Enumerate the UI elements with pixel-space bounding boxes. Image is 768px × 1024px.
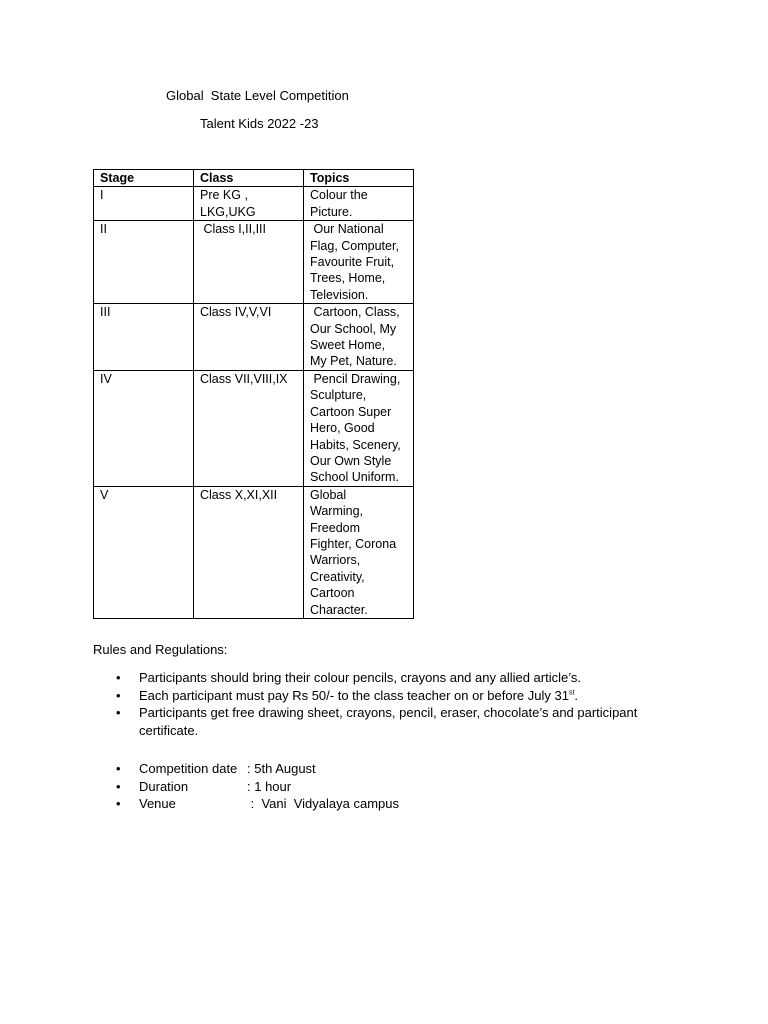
list-item [116, 778, 676, 796]
rule-text-end: . [574, 687, 579, 703]
stage-cell: I [94, 187, 194, 221]
list-item [116, 687, 676, 705]
class-cell: Class VII,VIII,IX [194, 370, 304, 486]
bullet-icon: • [116, 778, 121, 794]
topics-cell: Our National Flag, Computer, Favourite Fruit, Trees, Home, Television. [304, 221, 414, 304]
list-item [116, 795, 676, 813]
stage-cell: IV [94, 370, 194, 486]
rules-heading: Rules and Regulations: [93, 642, 228, 657]
table-row [94, 370, 414, 486]
venue-label: Venue [139, 796, 176, 811]
competition-date-value: : 5th August [247, 761, 316, 776]
topics-cell: Colour the Picture. [304, 187, 414, 221]
bullet-icon: • [116, 687, 121, 703]
header-class: Class [194, 170, 304, 187]
class-cell: Class X,XI,XII [194, 486, 304, 618]
class-cell: Pre KG , LKG,UKG [194, 187, 304, 221]
topics-cell: Cartoon, Class, Our School, My Sweet Home, My Pet, Nature. [304, 304, 414, 371]
duration-label: Duration [139, 778, 189, 794]
rule-text: Participants should bring their colour pencils, crayons and any allied article’s. [139, 670, 581, 685]
list-item [116, 704, 676, 739]
list-item [116, 669, 676, 687]
competition-subtitle: Talent Kids 2022 -23 [200, 116, 319, 131]
list-item [116, 760, 676, 778]
rule-text: Each participant must pay Rs 50/- to the class teacher on or before July 31 [139, 687, 569, 703]
table-row [94, 187, 414, 221]
header-topics: Topics [304, 170, 414, 187]
stage-cell: V [94, 486, 194, 618]
table-row [94, 304, 414, 371]
duration-value: : 1 hour [247, 778, 292, 794]
table-row [94, 221, 414, 304]
ordinal-suffix: st [568, 689, 575, 697]
bullet-icon: • [116, 670, 121, 685]
competition-date-label: Competition date [139, 761, 238, 776]
stage-cell: III [94, 304, 194, 371]
header-stage: Stage [94, 170, 194, 187]
bullet-icon: • [116, 761, 121, 776]
venue-value: : Vani Vidyalaya campus [247, 796, 399, 811]
class-cell: Class I,II,III [194, 221, 304, 304]
table-row [94, 486, 414, 618]
class-cell: Class IV,V,VI [194, 304, 304, 371]
topics-cell: Global Warming, Freedom Fighter, Corona Warriors, Creativity, Cartoon Character. [304, 486, 414, 618]
bullet-icon: • [116, 705, 121, 720]
bullet-icon: • [116, 796, 121, 811]
details-list [116, 760, 676, 813]
table-header-row [94, 170, 414, 187]
topics-cell: Pencil Drawing, Sculpture, Cartoon Super Hero, Good Habits, Scenery, Our Own Style School Uniform. [304, 370, 414, 486]
rule-text: Participants get free drawing sheet, crayons, pencil, eraser, chocolate’s and participant certificate. [139, 705, 638, 738]
stage-cell: II [94, 221, 194, 304]
rules-list [116, 669, 676, 739]
competition-title: Global State Level Competition [166, 88, 349, 103]
stage-topics-table [93, 169, 414, 619]
